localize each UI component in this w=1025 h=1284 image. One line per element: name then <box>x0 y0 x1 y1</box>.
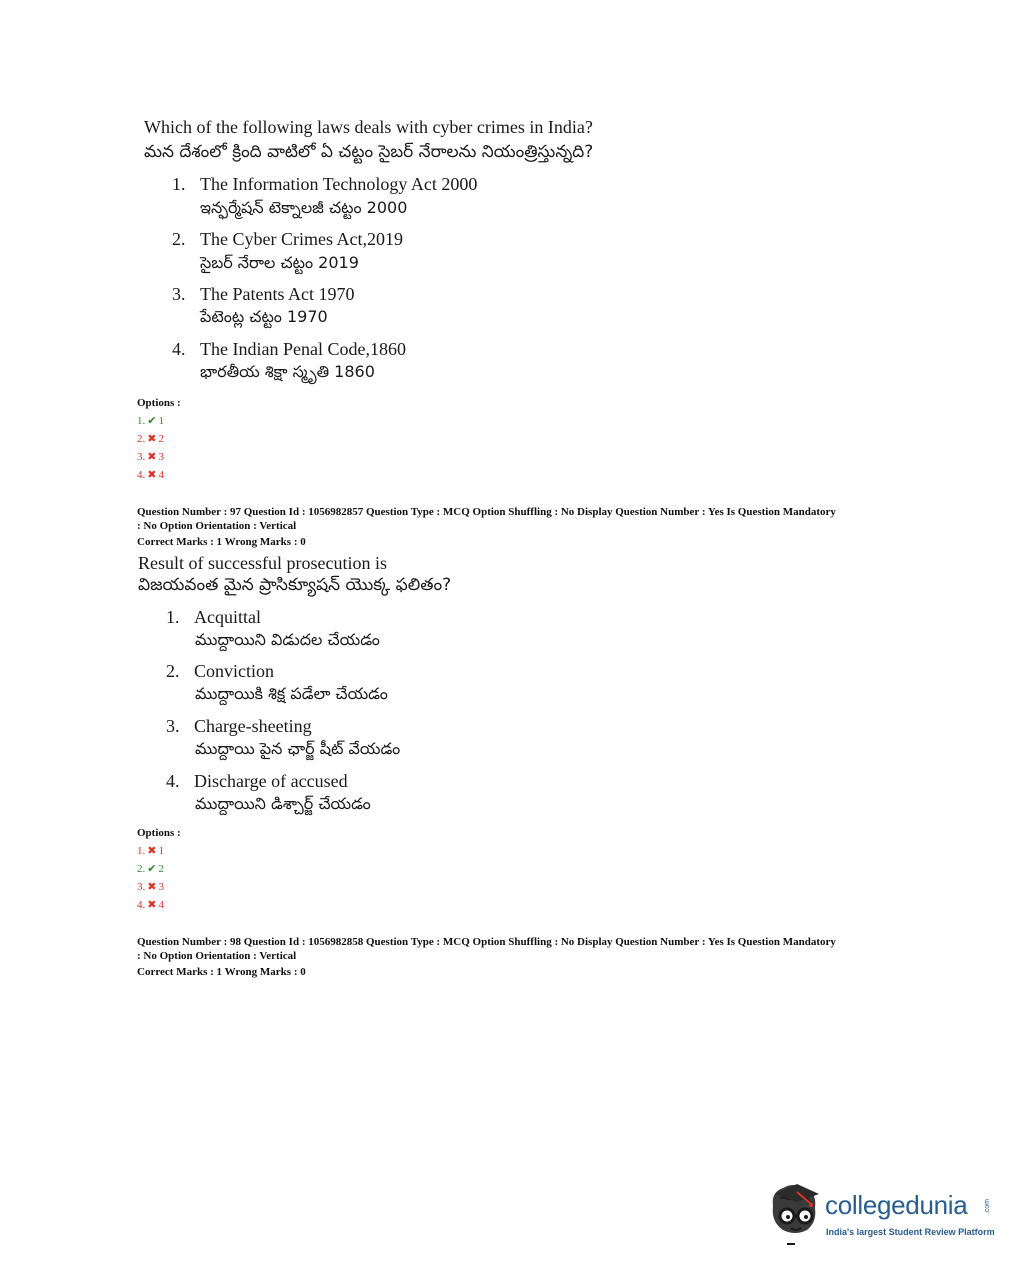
option-4 <box>166 771 348 792</box>
question-meta: Question Number : 97 Question Id : 1056982857 Question Type : MCQ Option Shuffling : No Display Question Number : Yes Is Question Mandatory <box>137 506 836 518</box>
cross-icon: ✖ <box>147 450 157 463</box>
option-number: 2. <box>166 661 180 681</box>
answer-row: 2. ✔ 2 <box>137 862 164 875</box>
option-2-te: ముద్దాయికి శిక్ష పడేలా చేయడం <box>195 684 388 703</box>
option-text-en: Acquittal <box>194 607 261 627</box>
cross-icon: ✖ <box>147 880 157 893</box>
logo-wordmark: collegedunia <box>825 1190 968 1220</box>
option-text-en: The Cyber Crimes Act,2019 <box>200 229 403 249</box>
logo-dotcom: .com <box>984 1199 991 1215</box>
option-number: 4. <box>166 771 180 791</box>
option-text-en: The Patents Act 1970 <box>200 284 355 304</box>
option-text-en: Conviction <box>194 661 274 681</box>
option-3 <box>166 716 312 737</box>
cross-icon: ✖ <box>147 844 157 857</box>
option-text-en: Discharge of accused <box>194 771 348 791</box>
option-2 <box>172 229 403 250</box>
question-text-en: Result of successful prosecution is <box>138 553 387 573</box>
answer-row: 3. ✖ 3 <box>137 880 164 893</box>
option-2 <box>166 661 274 682</box>
option-3 <box>172 284 354 305</box>
option-1 <box>172 174 477 195</box>
options-label: Options : <box>137 827 181 839</box>
option-3-te: ముద్దాయి పైన ఛార్జ్ షీట్ వేయడం <box>195 739 401 758</box>
answer-row: 1. ✖ 1 <box>137 844 164 857</box>
check-icon: ✔ <box>147 862 157 875</box>
answer-row: 2. ✖ 2 <box>137 432 164 445</box>
option-number: 1. <box>172 174 186 194</box>
question-marks: Correct Marks : 1 Wrong Marks : 0 <box>137 966 306 978</box>
question-meta: Question Number : 98 Question Id : 1056982858 Question Type : MCQ Option Shuffling : No Display Question Number : Yes Is Question Mandatory <box>137 936 836 948</box>
options-label: Options : <box>137 397 181 409</box>
cross-icon: ✖ <box>147 468 157 481</box>
option-4 <box>172 339 406 360</box>
option-4-te: ముద్దాయిని డిశ్చార్జ్ చేయడం <box>195 794 371 813</box>
question-meta-cont: : No Option Orientation : Vertical <box>137 520 297 532</box>
answer-row: 3. ✖ 3 <box>137 450 164 463</box>
option-text-en: The Indian Penal Code,1860 <box>200 339 406 359</box>
check-icon: ✔ <box>147 414 157 427</box>
question-meta-cont: : No Option Orientation : Vertical <box>137 950 297 962</box>
option-number: 2. <box>172 229 186 249</box>
option-number: 3. <box>172 284 186 304</box>
option-3-te: పేటెంట్ల చట్టం 1970 <box>200 307 328 326</box>
option-1-te: ముద్దాయిని విడుదల చేయడం <box>195 630 380 649</box>
question-text-en: Which of the following laws deals with cyber crimes in India? <box>144 117 593 137</box>
question-text-te: మన దేశంలో క్రింది వాటిలో ఏ చట్టం సైబర్ నేరాలను నియంత్రిస్తున్నది? <box>144 142 594 162</box>
option-1 <box>166 607 261 628</box>
cross-icon: ✖ <box>147 432 157 445</box>
option-number: 1. <box>166 607 180 627</box>
answer-row: 1. ✔ 1 <box>137 414 164 427</box>
logo-tagline: India's largest Student Review Platform <box>826 1227 995 1237</box>
option-text-en: Charge-sheeting <box>194 716 312 736</box>
option-1-te: ఇన్ఫర్మేషన్ టెక్నాలజీ చట్టం 2000 <box>200 198 408 217</box>
option-4-te: భారతీయ శిక్షా స్మృతి 1860 <box>200 362 375 381</box>
answer-row: 4. ✖ 4 <box>137 898 164 911</box>
question-text-te: విజయవంత మైన ప్రాసిక్యూషన్ యొక్క ఫలితం? <box>138 575 452 595</box>
option-2-te: సైబర్ నేరాల చట్టం 2019 <box>200 253 359 272</box>
cross-icon: ✖ <box>147 898 157 911</box>
option-number: 4. <box>172 339 186 359</box>
option-text-en: The Information Technology Act 2000 <box>200 174 478 194</box>
option-number: 3. <box>166 716 180 736</box>
answer-row: 4. ✖ 4 <box>137 468 164 481</box>
question-marks: Correct Marks : 1 Wrong Marks : 0 <box>137 536 306 548</box>
